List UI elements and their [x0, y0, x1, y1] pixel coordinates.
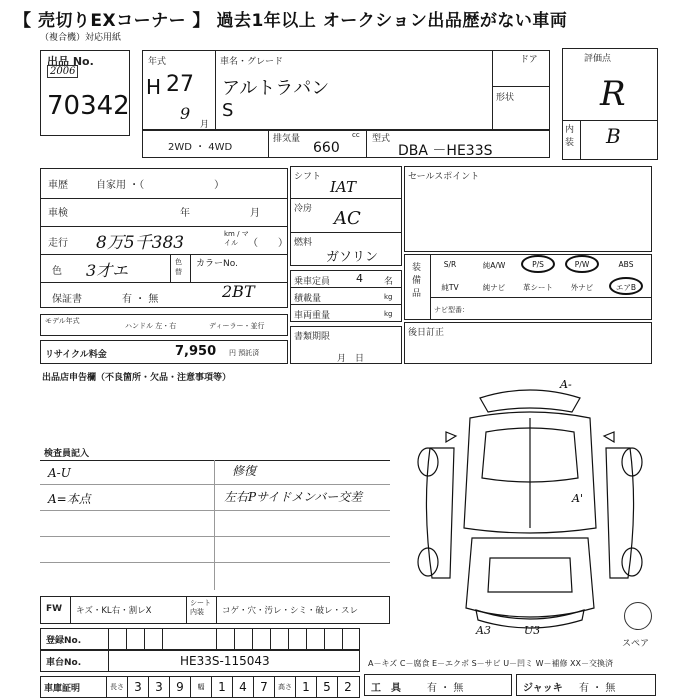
year-month-unit: 月	[200, 120, 210, 130]
tools-box	[364, 674, 512, 696]
equip-leather: 革シート	[523, 283, 553, 292]
shift-label: シフト	[294, 172, 322, 182]
capacity-unit: 名	[384, 277, 394, 287]
year-value: 27	[166, 72, 194, 97]
mileage-label: 走行	[48, 238, 68, 249]
shape-label: 形状	[496, 93, 515, 103]
recycle-row	[40, 340, 288, 364]
mark-bottom-left: A3	[476, 624, 491, 637]
circle-airbag	[609, 277, 643, 295]
sub-note: （複合機）対応用紙	[40, 33, 122, 43]
lot-label: 出品 No.	[47, 55, 94, 68]
weight-unit: kg	[384, 310, 393, 318]
fuel-value: ガソリン	[326, 250, 379, 265]
history-options: 自家用 ・（ ）	[96, 180, 225, 191]
damage-legend: A－キズ C－腐食 E－エクボ S－サビ U－凹ミ W－補修 XX－交換済	[368, 659, 614, 668]
rear-inspection-label: 後日訂正	[408, 328, 445, 338]
inspector-line2-right: 左右Pサイドメンバー交差	[224, 490, 363, 504]
fw-text: キズ・KL右・割レX	[76, 606, 152, 616]
equip-aw: 純A/W	[482, 261, 506, 270]
color-code-label: カラーNo.	[196, 259, 238, 269]
interior-label: 内装	[565, 125, 575, 148]
year-month: 9	[180, 104, 191, 123]
recycle-amount: 7,950	[175, 344, 217, 359]
evaluation-label: 評価点	[584, 54, 612, 64]
recycle-label: リサイクル料金	[45, 350, 107, 360]
garage-cert-cell: 1	[211, 676, 232, 698]
tools-label: 工 具	[371, 683, 401, 694]
model-type-value: DBA －HE33S	[398, 143, 493, 159]
navi-model-label: ナビ型番：	[434, 306, 469, 314]
garage-cert-cell: 1	[295, 676, 316, 698]
car-grade: S	[222, 100, 234, 121]
inspection-label: 車検	[48, 208, 68, 219]
doc-deadline-label: 書類期限	[294, 332, 331, 342]
seat-text: コゲ・穴・汚レ・シミ・破レ・スレ	[222, 606, 359, 616]
lot-year-mark: 2006	[47, 65, 78, 78]
capacity-value: 4	[356, 272, 363, 285]
equip-ps: P/S	[532, 260, 544, 269]
capacity-label: 乗車定員	[294, 277, 331, 287]
registration-label: 登録No.	[46, 636, 82, 646]
seller-notes-label: 出品店申告欄（不良箇所・欠品・注意事項等）	[42, 373, 232, 383]
car-body-diagram	[410, 378, 650, 638]
equip-sr: S/R	[443, 260, 457, 269]
equip-abs: ABS	[618, 260, 634, 269]
cooler-label: 冷房	[294, 204, 313, 214]
equip-airbag: エアB	[615, 283, 637, 292]
sales-point-box	[404, 166, 652, 252]
lot-box	[40, 50, 130, 136]
garage-cert-cell: 4	[232, 676, 253, 698]
color-change-label: 色替	[175, 258, 182, 276]
banner-title: 【 売切りEXコーナー 】 過去1年以上 オークション出品歴がない車両	[14, 11, 568, 31]
inspector-line1-left: A-U	[48, 466, 71, 480]
seat-label: シート内装	[190, 599, 211, 616]
mileage-unit: km / マイル	[224, 230, 249, 247]
mileage-paren: （ ）	[248, 238, 288, 249]
equip-tv: 純TV	[441, 283, 459, 292]
color-code-value: 2BT	[222, 282, 255, 301]
inspector-notes-label: 検査員記入	[44, 449, 90, 459]
equip-navi: 純ナビ	[482, 283, 506, 292]
sales-point-label: セールスポイント	[408, 172, 480, 182]
interior-score: B	[606, 124, 621, 148]
chassis-label: 車台No.	[46, 658, 82, 668]
displacement-value: 660	[313, 140, 340, 156]
cooler-value: AC	[334, 208, 361, 229]
model-meta-row	[40, 314, 288, 336]
rear-inspection-box	[404, 322, 652, 364]
fw-label: FW	[46, 604, 63, 614]
inspector-line2-left: A=本点	[48, 492, 91, 506]
doc-deadline-unit: 月 日	[337, 354, 365, 364]
garage-cert-cell: 7	[253, 676, 274, 698]
jack-label: ジャッキ	[523, 683, 563, 694]
garage-cert-cell: 5	[316, 676, 337, 698]
mark-bottom-right: U3	[524, 624, 541, 637]
garage-cert-cell: 幅	[190, 676, 211, 698]
tools-options: 有 ・ 無	[427, 683, 464, 694]
doc-deadline-box	[290, 326, 402, 364]
model-meta-label: モデル年式	[45, 317, 80, 325]
chassis-value: HE33S-115043	[180, 654, 270, 668]
color-value: 3才エ	[86, 261, 129, 280]
name-grade-label: 車名・グレード	[220, 57, 284, 67]
circle-ps	[521, 255, 555, 273]
garage-cert-cell: 長さ	[106, 676, 127, 698]
load-unit: kg	[384, 293, 393, 301]
equip-ext-navi: 外ナビ	[570, 283, 594, 292]
equipment-label: 装備品	[412, 263, 422, 299]
model-meta-handle: ハンドル 左・右	[125, 322, 177, 330]
garage-cert-cell: 9	[169, 676, 190, 698]
displacement-label: 排気量	[273, 134, 301, 144]
garage-cert-cell: 2	[337, 676, 358, 698]
circle-pw	[565, 255, 599, 273]
displacement-unit: cc	[352, 131, 360, 139]
registration-row	[40, 628, 360, 650]
equip-pw: P/W	[574, 260, 590, 269]
year-label: 年式	[148, 57, 167, 67]
history-label: 車歴	[48, 180, 68, 191]
garage-cert-cell: 3	[127, 676, 148, 698]
garage-cert-cell: 高さ	[274, 676, 295, 698]
jack-options: 有 ・ 無	[579, 683, 616, 694]
year-era: H	[146, 75, 162, 99]
mark-top: A-	[560, 378, 572, 391]
model-type-label: 型式	[372, 134, 391, 144]
warranty-options: 有 ・ 無	[122, 294, 159, 305]
color-label: 色	[52, 266, 62, 277]
fuel-label: 燃料	[294, 238, 313, 248]
inspector-line1-right: 修復	[232, 464, 257, 478]
doors-label: ドア	[520, 55, 538, 65]
spare-label: スペア	[622, 639, 650, 649]
inspection-month: 月	[250, 208, 260, 219]
model-meta-dealer: ディーラー・並行	[209, 322, 265, 330]
lot-number: 70342	[47, 91, 130, 121]
mileage-value: 8万5千383	[96, 233, 185, 253]
warranty-label: 保証書	[52, 294, 82, 305]
garage-cert-cell: 3	[148, 676, 169, 698]
load-label: 積載量	[294, 294, 322, 304]
inspection-year: 年	[180, 208, 190, 219]
shift-value: IAT	[330, 178, 356, 196]
recycle-unit: 円 預託済	[229, 349, 260, 357]
jack-box	[516, 674, 656, 696]
weight-label: 車両重量	[294, 311, 331, 321]
garage-cert-label: 車庫証明	[44, 684, 81, 694]
car-name: アルトラパン	[222, 78, 330, 99]
mark-right: A'	[572, 492, 583, 505]
evaluation-score: R	[600, 74, 626, 114]
drive-label: 2WD ・ 4WD	[168, 142, 233, 153]
